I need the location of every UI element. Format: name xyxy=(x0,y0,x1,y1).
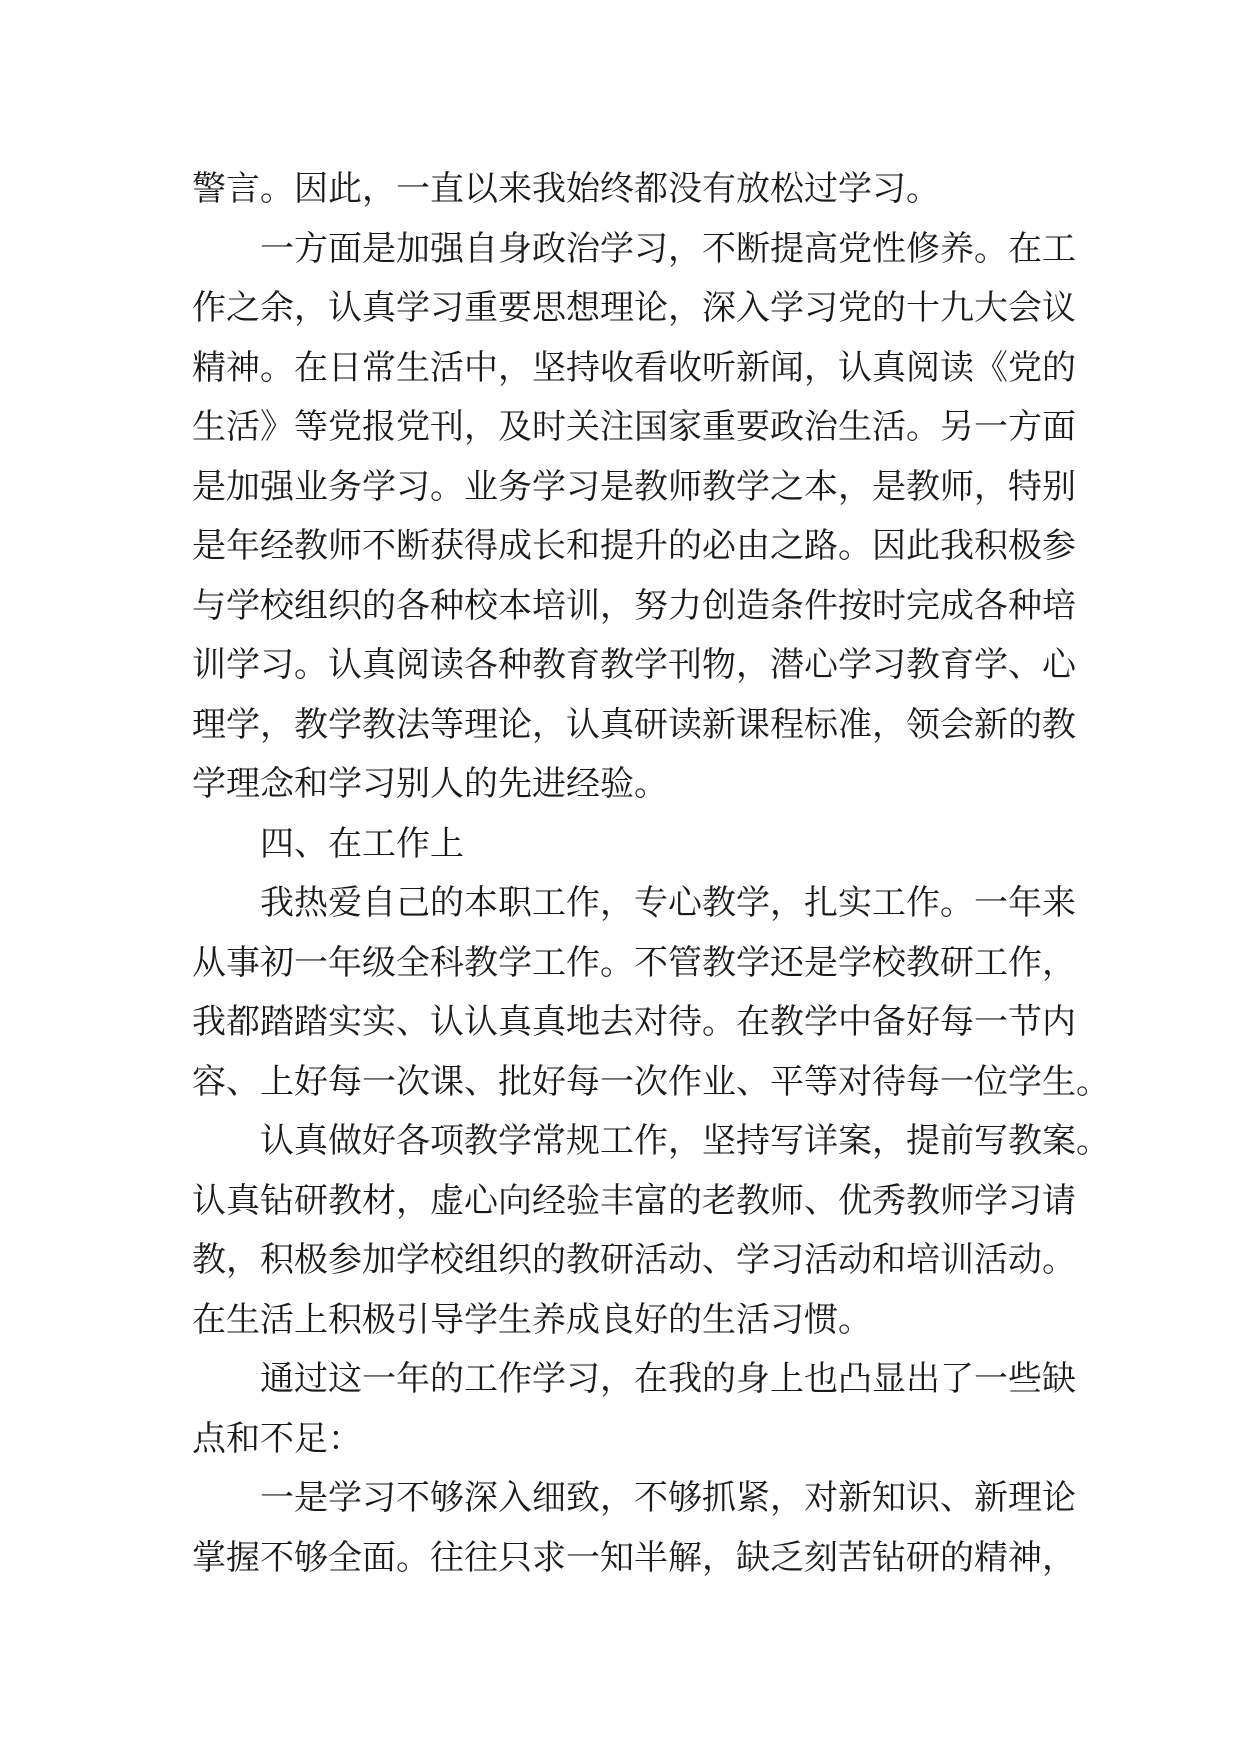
body-text xyxy=(192,160,1110,1588)
text-line: 容、上好每一次课、批好每一次作业、平等对待每一位学生。 xyxy=(192,1061,1110,1102)
text-line: 精神。在日常生活中，坚持收看收听新闻，认真阅读《党的 xyxy=(192,347,1076,388)
text-line: 一方面是加强自身政治学习，不断提高党性修养。在工 xyxy=(260,228,1076,269)
section-heading: 四、在工作上 xyxy=(260,823,464,864)
text-line: 理学，教学教法等理论，认真研读新课程标准，领会新的教 xyxy=(192,704,1076,745)
text-line: 认真做好各项教学常规工作，坚持写详案，提前写教案。 xyxy=(260,1121,1110,1161)
text-line: 教，积极参加学校组织的教研活动、学习活动和培训活动。 xyxy=(192,1240,1076,1280)
text-line: 掌握不够全面。往往只求一知半解，缺乏刻苦钻研的精神， xyxy=(192,1537,1076,1578)
text-line: 生活》等党报党刊，及时关注国家重要政治生活。另一方面 xyxy=(192,407,1076,447)
text-line: 是加强业务学习。业务学习是教师教学之本，是教师，特别 xyxy=(192,466,1076,507)
text-line: 我都踏踏实实、认认真真地去对待。在教学中备好每一节内 xyxy=(192,1002,1076,1042)
text-line: 作之余，认真学习重要思想理论，深入学习党的十九大会议 xyxy=(192,288,1076,328)
text-line: 我热爱自己的本职工作，专心教学，扎实工作。一年来 xyxy=(260,883,1076,923)
text-line: 训学习。认真阅读各种教育教学刊物，潜心学习教育学、心 xyxy=(192,645,1076,685)
text-line: 一是学习不够深入细致，不够抓紧，对新知识、新理论 xyxy=(260,1478,1076,1518)
text-line: 在生活上积极引导学生养成良好的生活习惯。 xyxy=(192,1299,872,1340)
text-line: 学理念和学习别人的先进经验。 xyxy=(192,764,668,804)
text-line: 与学校组织的各种校本培训，努力创造条件按时完成各种培 xyxy=(192,585,1076,626)
text-line: 从事初一年级全科教学工作。不管教学还是学校教研工作， xyxy=(192,942,1076,983)
text-line: 警言。因此，一直以来我始终都没有放松过学习。 xyxy=(192,169,940,209)
text-line: 通过这一年的工作学习，在我的身上也凸显出了一些缺 xyxy=(260,1359,1076,1399)
text-line: 是年经教师不断获得成长和提升的必由之路。因此我积极参 xyxy=(192,526,1076,566)
text-line: 认真钻研教材，虚心向经验丰富的老教师、优秀教师学习请 xyxy=(192,1180,1076,1221)
text-line: 点和不足： xyxy=(192,1418,362,1459)
